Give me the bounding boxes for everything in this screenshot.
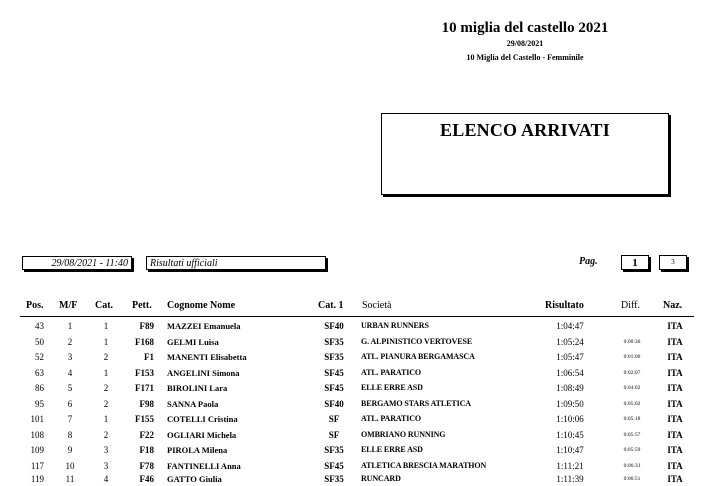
header-divider [20, 316, 694, 317]
cell-cat: 1 [103, 336, 109, 347]
cell-mf: 5 [67, 383, 73, 393]
cell-pett: F153 [135, 367, 154, 378]
cell-name: GELMI Luisa [167, 336, 219, 347]
cell-name: SANNA Paola [167, 398, 219, 409]
table-row [0, 321, 724, 337]
cell-cat: 2 [103, 398, 109, 409]
cell-cat1: SF35 [324, 336, 344, 347]
cell-mf: 8 [67, 429, 73, 440]
cell-cat1: SF35 [324, 445, 344, 455]
cell-pos: 117 [30, 460, 44, 471]
cell-pett: F171 [135, 383, 154, 393]
table-row [0, 430, 724, 446]
cell-ris: 1:11:39 [556, 473, 584, 484]
cell-mf: 10 [65, 460, 75, 471]
cell-naz: ITA [667, 321, 683, 331]
page-label: Pag. [579, 256, 598, 267]
table-row [0, 368, 724, 384]
cell-pos: 109 [30, 445, 44, 455]
cell-ris: 1:10:47 [556, 445, 584, 455]
col-header-soc: Società [362, 300, 392, 311]
cell-cat1: SF45 [324, 367, 344, 378]
report-subtitle: 10 Miglia del Castello - Femminile [466, 53, 584, 62]
cell-pett: F46 [139, 473, 154, 484]
table-row [0, 474, 724, 486]
cell-pos: 95 [35, 398, 44, 409]
cell-naz: ITA [667, 367, 683, 378]
cell-cat1: SF45 [324, 383, 344, 393]
cell-diff: 0:05:57 [623, 431, 641, 438]
cell-pos: 63 [35, 367, 44, 378]
cell-diff: 0:06:51 [623, 475, 641, 482]
cell-diff: 0:01:00 [623, 354, 641, 360]
cell-soc: ATL. PARATICO [361, 367, 422, 377]
cell-diff: 0:05:59 [623, 447, 641, 453]
cell-pos: 101 [30, 414, 44, 424]
cell-diff: 0:00:36 [623, 338, 641, 345]
cell-ris: 1:10:45 [556, 429, 584, 440]
cell-name: FANTINELLI Anna [167, 460, 241, 471]
report-title: 10 miglia del castello 2021 [441, 20, 609, 36]
cell-naz: ITA [667, 414, 683, 424]
cell-name: OGLIARI Michela [167, 429, 237, 440]
cell-name: PIROLA Milena [167, 445, 228, 455]
cell-diff: 0:04:02 [623, 385, 641, 391]
col-header-cat1: Cat. 1 [318, 300, 344, 311]
cell-mf: 7 [67, 414, 73, 424]
cell-cat1: SF45 [324, 460, 344, 471]
col-header-pett: Pett. [132, 300, 152, 311]
cell-name: ANGELINI Simona [167, 367, 240, 378]
col-header-ris: Risultato [545, 300, 584, 311]
col-header-name: Cognome Nome [167, 300, 236, 311]
col-header-pos: Pos. [26, 300, 44, 311]
cell-ris: 1:10:06 [556, 414, 584, 424]
cell-name: BIROLINI Lara [167, 383, 228, 393]
cell-ris: 1:11:21 [556, 460, 584, 471]
cell-diff: 0:02:07 [623, 369, 641, 376]
cell-diff: 0:06:33 [623, 462, 641, 469]
cell-mf: 4 [67, 367, 73, 378]
cell-ris: 1:04:47 [556, 321, 584, 331]
cell-ris: 1:05:24 [556, 336, 584, 347]
cell-cat1: SF40 [324, 321, 344, 331]
cell-naz: ITA [667, 473, 683, 484]
cell-pos: 119 [30, 473, 44, 484]
cell-naz: ITA [667, 460, 683, 471]
cell-cat: 3 [103, 460, 109, 471]
cell-mf: 9 [67, 445, 73, 455]
cell-name: MAZZEI Emanuela [167, 321, 241, 331]
cell-soc: OMBRIANO RUNNING [361, 429, 446, 439]
cell-cat: 1 [103, 367, 109, 378]
cell-pos: 86 [35, 383, 44, 393]
cell-mf: 1 [67, 321, 73, 331]
cell-cat: 1 [103, 321, 109, 331]
cell-ris: 1:05:47 [556, 352, 584, 362]
cell-soc: G. ALPINISTICO VERTOVESE [361, 336, 473, 346]
cell-pett: F89 [139, 321, 154, 331]
cell-pos: 52 [35, 352, 44, 362]
cell-pett: F98 [139, 398, 154, 409]
col-header-cat: Cat. [95, 300, 114, 311]
cell-naz: ITA [667, 445, 683, 455]
cell-cat1: SF35 [324, 473, 344, 484]
table-row [0, 445, 724, 461]
cell-name: MANENTI Elisabetta [167, 352, 247, 362]
table-row [0, 352, 724, 368]
col-header-diff: Diff. [621, 300, 640, 311]
title-box [381, 113, 669, 195]
cell-mf: 2 [67, 336, 73, 347]
table-row [0, 383, 724, 399]
cell-pos: 108 [30, 429, 44, 440]
cell-cat1: SF [328, 414, 340, 424]
cell-pett: F22 [139, 429, 154, 440]
page-current-box: 1 [621, 255, 649, 270]
title-box-heading: ELENCO ARRIVATI [440, 120, 610, 140]
cell-cat1: SF35 [324, 352, 344, 362]
cell-pos: 43 [35, 321, 44, 331]
cell-naz: ITA [667, 429, 683, 440]
cell-diff: 0:05:02 [623, 400, 641, 407]
cell-diff: 0:05:18 [623, 416, 641, 422]
page-total-box: 3 [659, 255, 687, 270]
cell-name: COTELLI Cristina [167, 414, 238, 424]
cell-cat: 2 [103, 352, 109, 362]
cell-name: GATTO Giulia [167, 473, 222, 484]
table-row [0, 414, 724, 430]
table-row [0, 337, 724, 353]
cell-ris: 1:08:49 [556, 383, 584, 393]
cell-mf: 11 [65, 473, 75, 484]
cell-mf: 6 [67, 398, 73, 409]
cell-cat: 2 [103, 429, 109, 440]
cell-pos: 50 [35, 336, 44, 347]
cell-soc: ELLE ERRE ASD [361, 383, 423, 392]
status-box: Risultati ufficiali [146, 256, 326, 270]
cell-cat: 4 [103, 473, 109, 484]
cell-naz: ITA [667, 336, 683, 347]
cell-pett: F78 [139, 460, 154, 471]
cell-pett: F155 [135, 414, 154, 424]
table-row [0, 399, 724, 415]
cell-mf: 3 [67, 352, 73, 362]
report-date: 29/08/2021 [506, 39, 544, 48]
cell-naz: ITA [667, 352, 683, 362]
cell-naz: ITA [667, 398, 683, 409]
cell-soc: ATL. PIANURA BERGAMASCA [361, 352, 475, 361]
cell-soc: BERGAMO STARS ATLETICA [361, 398, 471, 408]
cell-cat: 1 [103, 414, 109, 424]
cell-ris: 1:06:54 [556, 367, 584, 378]
cell-naz: ITA [667, 383, 683, 393]
cell-soc: RUNCARD [361, 473, 401, 483]
cell-cat1: SF [328, 429, 340, 440]
cell-pett: F1 [144, 352, 154, 362]
cell-soc: ATLETICA BRESCIA MARATHON [361, 460, 487, 470]
cell-pett: F168 [135, 336, 154, 347]
cell-cat: 2 [103, 383, 109, 393]
cell-soc: ELLE ERRE ASD [361, 445, 423, 454]
cell-soc: ATL. PARATICO [361, 414, 422, 423]
col-header-naz: Naz. [663, 300, 683, 311]
datetime-box: 29/08/2021 - 11:40 [22, 256, 132, 270]
cell-pett: F18 [139, 445, 154, 455]
cell-soc: URBAN RUNNERS [361, 321, 429, 330]
cell-cat1: SF40 [324, 398, 344, 409]
cell-cat: 3 [103, 445, 109, 455]
cell-ris: 1:09:50 [556, 398, 584, 409]
col-header-mf: M/F [59, 300, 78, 311]
